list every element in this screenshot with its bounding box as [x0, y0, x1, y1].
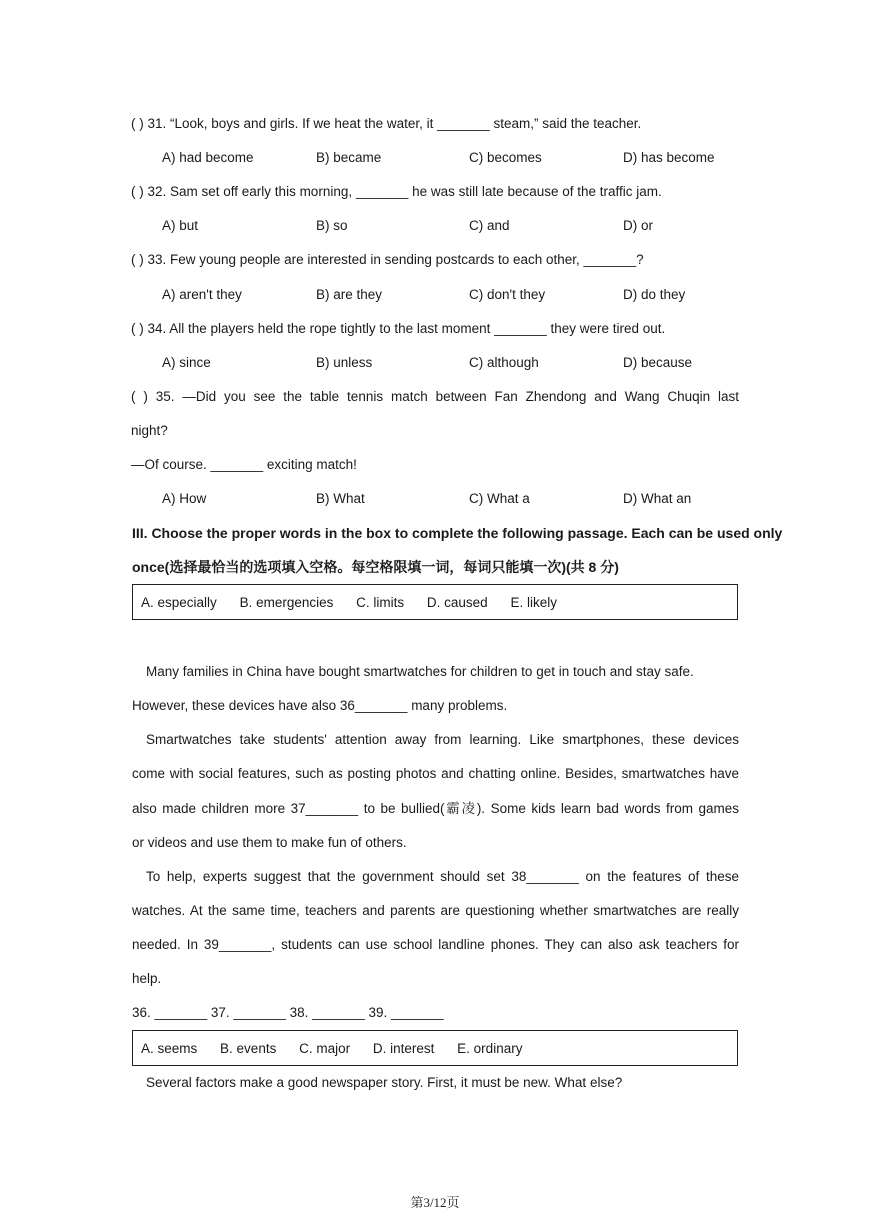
question-35-line2: night?: [131, 423, 168, 438]
passage-p3-line2: watches. At the same time, teachers and parents are questioning whether smartwatches are really: [132, 903, 739, 918]
option-31-a: A) had become: [162, 150, 254, 165]
option-35-d: D) What an: [623, 491, 692, 506]
word-option-d: D. interest: [372, 1041, 435, 1056]
option-34-a: A) since: [162, 355, 211, 370]
option-35-b: B) What: [316, 491, 365, 506]
option-35-c: C) What a: [469, 491, 530, 506]
question-35-line3: —Of course. _______ exciting match!: [131, 457, 357, 472]
word-box-section-3: [132, 584, 738, 620]
word-option-a: A. especially: [141, 595, 217, 610]
option-33-b: B) are they: [316, 287, 383, 302]
section-3-heading-line2: once(选择最恰当的选项填入空格。每空格限填一词，每词只能填一次)(共 8 分): [132, 559, 619, 575]
option-32-b: B) so: [316, 218, 348, 233]
passage-p1-line1: Many families in China have bought smartwatches for children to get in touch and stay safe.: [146, 664, 694, 679]
passage-p2-line2: come with social features, such as posting photos and chatting online. Besides, smartwatches have: [132, 766, 739, 781]
answer-blanks-36-39: 36. _______ 37. _______ 38. _______ 39. _______: [132, 1005, 444, 1020]
word-option-a: A. seems: [141, 1041, 198, 1056]
option-33-a: A) aren't they: [162, 287, 242, 302]
passage-p3-line4: help.: [132, 971, 162, 986]
option-34-b: B) unless: [316, 355, 373, 370]
word-option-b: B. emergencies: [239, 595, 334, 610]
question-34: ( ) 34. All the players held the rope tightly to the last moment _______ they were tired out.: [131, 321, 666, 336]
word-option-e: E. ordinary: [457, 1041, 523, 1056]
passage-p2-line3: also made children more 37_______ to be bullied(霸凌). Some kids learn bad words from games: [132, 801, 739, 816]
passage-p1-line2: However, these devices have also 36_______ many problems.: [132, 698, 508, 713]
question-31: ( ) 31. “Look, boys and girls. If we heat the water, it _______ steam,” said the teacher.: [131, 116, 642, 131]
option-34-c: C) although: [469, 355, 539, 370]
section-4-intro: Several factors make a good newspaper story. First, it must be new. What else?: [146, 1075, 623, 1090]
section-3-heading-line1: III. Choose the proper words in the box to complete the following passage. Each can be used only: [132, 525, 783, 541]
option-35-a: A) How: [162, 491, 207, 506]
option-34-d: D) because: [623, 355, 693, 370]
option-33-d: D) do they: [623, 287, 686, 302]
word-option-b: B. events: [220, 1041, 277, 1056]
passage-p2-line4: or videos and use them to make fun of others.: [132, 835, 407, 850]
word-option-e: E. likely: [510, 595, 557, 610]
word-option-d: D. caused: [426, 595, 488, 610]
passage-p3-line3: needed. In 39_______, students can use school landline phones. They can also ask teachers for: [132, 937, 739, 952]
option-31-c: C) becomes: [469, 150, 542, 165]
word-option-c: C. major: [299, 1041, 351, 1056]
option-31-d: D) has become: [623, 150, 715, 165]
question-32: ( ) 32. Sam set off early this morning, _______ he was still late because of the traffic jam.: [131, 184, 662, 199]
word-option-c: C. limits: [356, 595, 405, 610]
passage-p3-line1: To help, experts suggest that the government should set 38_______ on the features of these: [146, 869, 739, 884]
option-32-a: A) but: [162, 218, 199, 233]
option-32-d: D) or: [623, 218, 653, 233]
option-31-b: B) became: [316, 150, 382, 165]
question-33: ( ) 33. Few young people are interested in sending postcards to each other, _______?: [131, 252, 644, 267]
word-box-section-4: [132, 1030, 738, 1066]
page-number: 第3/12页: [410, 1195, 460, 1210]
option-33-c: C) don't they: [469, 287, 546, 302]
option-32-c: C) and: [469, 218, 510, 233]
passage-p2-line1: Smartwatches take students' attention away from learning. Like smartphones, these devices: [146, 732, 739, 747]
question-35-line1: ( ) 35. —Did you see the table tennis match between Fan Zhendong and Wang Chuqin last: [131, 389, 739, 404]
